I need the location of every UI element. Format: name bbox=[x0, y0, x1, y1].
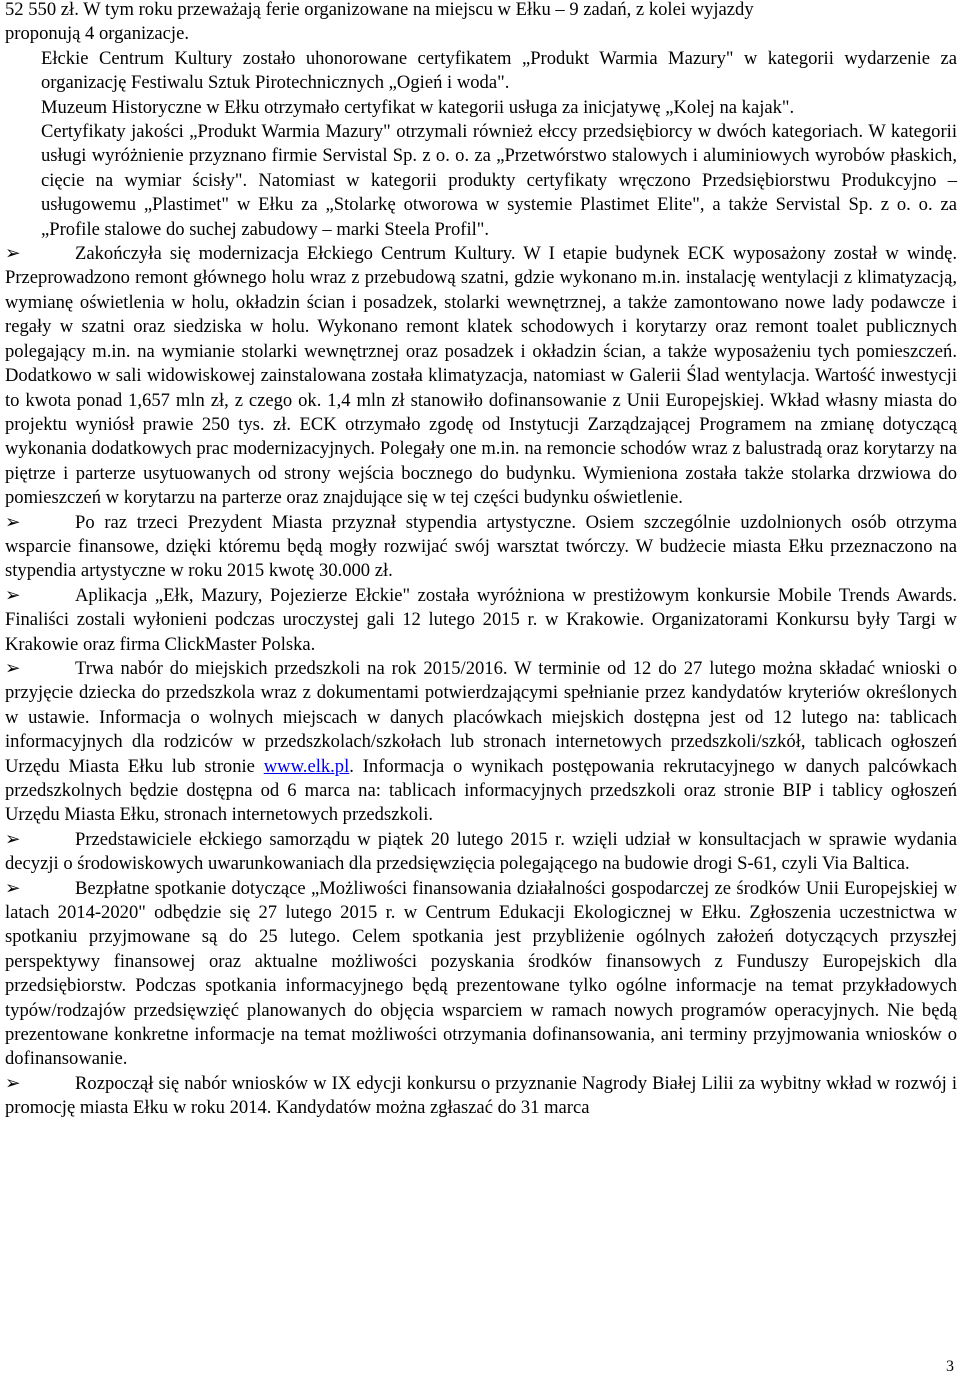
section-lead: Przedstawiciele ełckiego samorządu w piątek 20 lutego 2015 r. wzięli udział w konsultacjach bbox=[75, 828, 801, 850]
arrow-bullet-icon: ➢ bbox=[5, 657, 21, 679]
section-body: został w windę. Przeprowadzono remont głównego holu wraz z przebudową szatni, gdzie wykonano m.in. instalację wentylacji z klimatyzacją, wymianę oświetlenia w holu, okładzin ścian i posadzek, stolarki wewnętrznej, a także zamontowano nowe lady podawcze i regały w szatni oraz siedziska w holu. Wykonano remont klatek schodowych i korytarzy oraz remont toalet publicznych polegający m.in. na wymianie stolarki wewnętrznej oraz posadzek i okładzin ścian, a także wyposażeniu tych pomieszczeń. Dodatkowo w sali widowiskowej zainstalowana została klimatyzacja, natomiast w Galerii Ślad wentylacja. Wartość inwestycji to kwota ponad 1,657 mln zł, z czego ok. 1,4 mln zł stanowiło dofinansowanie z Unii Europejskiej. Wkład własny miasta do projektu wyniósł prawie 250 tys. zł. ECK otrzymało zgodę od Instytucji Zarządzającej Programem na zmianę dotyczącą wykonania dodatkowych prac modernizacyjnych. Polegały one m.in. na remoncie schodów wraz z balustradą oraz korytarzy na piętrze i parterze usytuowanych od strony wejścia bocznego do budynku. Wymieniona została także stolarka drzwiowa do pomieszczeń w korytarzu na parterze oraz znajdujące się w tej części budynku oświetlenie. bbox=[5, 243, 957, 509]
section-lead: Po raz trzeci Prezydent Miasta przyznał stypendia artystyczne. Osiem szczególnie uzdolnionych bbox=[75, 511, 842, 533]
arrow-bullet-icon bbox=[5, 120, 41, 144]
section-kindergarten bbox=[5, 657, 957, 828]
section-lead: Bezpłatne spotkanie dotyczące „Możliwości finansowania działalności gospodarczej ze środków bbox=[75, 877, 801, 899]
bullet-museum-certificate bbox=[5, 96, 957, 120]
elk-website-link[interactable]: www.elk.pl bbox=[263, 755, 350, 777]
arrow-bullet-icon: ➢ bbox=[5, 584, 21, 606]
arrow-bullet-icon bbox=[5, 96, 41, 120]
intro-line-2: proponują 4 organizacje. bbox=[5, 23, 189, 45]
arrow-bullet-icon: ➢ bbox=[5, 243, 21, 265]
section-body: składać wnioski o przyjęcie dziecka do przedszkola wraz z dokumentami potwierdzającymi spełnianie przez kandydatów kryteriów określonych w ustawie. Informacja o wolnych miejscach w danych placówkach miejskich dostępna jest od 12 lutego na: tablicach informacyjnych dla rodziców w przedszkolach/szkołach lub stronach internetowych przedszkoli/szkół, tablicach ogłoszeń Urzędu Miasta Ełku lub stronie bbox=[5, 657, 957, 777]
section-eu-meeting bbox=[5, 877, 957, 1072]
section-body: Trends Awards. Finaliści zostali wyłonieni podczas uroczystej gali 12 lutego 2015 r. w Krakowie. Organizatorami Konkursu były Targi w Krakowie oraz firma ClickMaster Polska. bbox=[5, 584, 958, 655]
bullet-text: Certyfikaty jakości „Produkt Warmia Mazury" otrzymali również ełccy przedsiębiorcy w dwóch kategoriach. W kategorii usługi wyróżnienie przyznano firmie Servistal Sp. z o. o. za „Przetwórstwo stalowych i aluminiowych wyrobów płaskich, cięcie na wymiar ścisły". Natomiast w kategorii produkty certyfikaty wręczono Przedsiębiorstwu Produkcyjno – usługowemu „Plastimet" w Ełku za „Stolarkę otworowa w systemie Plastimet Elite", a także Servistal Sp. z o. o. za „Profile stalowe do suchej zabudowy – marki Steela Profil". bbox=[41, 121, 957, 240]
section-app-award bbox=[5, 584, 957, 657]
intro-paragraph bbox=[5, 0, 957, 47]
arrow-bullet-icon: ➢ bbox=[5, 1072, 21, 1094]
page-number: 3 bbox=[946, 1358, 954, 1375]
bullet-text: Ełckie Centrum Kultury zostało uhonorowane certyfikatem „Produkt Warmia Mazury" w kategorii wydarzenie za organizację Festiwalu Sztuk Pirotechnicznych „Ogień i woda". bbox=[41, 47, 957, 94]
section-lead: Rozpoczął się nabór wniosków w IX edycji konkursu o przyznanie Nagrody Białej Lilii za bbox=[75, 1072, 756, 1094]
arrow-bullet-icon: ➢ bbox=[5, 828, 21, 850]
arrow-bullet-icon: ➢ bbox=[5, 511, 21, 533]
section-lead: Trwa nabór do miejskich przedszkoli na rok 2015/2016. W terminie od 12 do 27 lutego można bbox=[75, 657, 813, 679]
section-s61 bbox=[5, 828, 957, 877]
arrow-bullet-icon bbox=[5, 47, 41, 71]
section-eck-modernization bbox=[5, 242, 957, 510]
bullet-eck-certificate bbox=[5, 47, 957, 96]
document-page bbox=[5, 0, 957, 1121]
intro-line-1: 52 550 zł. W tym roku przeważają ferie organizowane na miejscu w Ełku – 9 zadań, z kolei wyjazdy bbox=[5, 0, 754, 20]
section-body: wybitny wkład w rozwój i promocję miasta Ełku w roku 2014. Kandydatów można zgłaszać do 31 marca bbox=[5, 1072, 957, 1119]
arrow-bullet-icon: ➢ bbox=[5, 877, 21, 899]
section-white-lily bbox=[5, 1072, 957, 1121]
section-lead: Aplikacja „Ełk, Mazury, Pojezierze Ełckie" została wyróżniona w prestiżowym konkursie Mobile bbox=[75, 584, 832, 606]
section-body-end: . Informacja o wynikach postępowania rekrutacyjnego w danych palcówkach przedszkolnych będzie dostępna od 6 marca na: tablicach informacyjnych przedszkoli oraz stronie BIP i tablicy ogłoszeń Urzędu Miasta Ełku, stronach internetowych przedszkoli. bbox=[5, 755, 957, 826]
section-body: osób otrzyma wsparcie finansowe, dzięki któremu będą mogły rozwijać swój warsztat twórczy. W budżecie miasta Ełku przeznaczono na stypendia artystyczne w roku 2015 kwotę 30.000 zł. bbox=[5, 511, 957, 582]
bullet-text: Muzeum Historyczne w Ełku otrzymało certyfikat w kategorii usługa za inicjatywę „Kolej na kajak". bbox=[41, 96, 795, 118]
section-body: w sprawie wydania decyzji o środowiskowych uwarunkowaniach dla przedsięwzięcia polegającego na budowie drogi S-61, czyli Via Baltica. bbox=[5, 828, 957, 875]
section-scholarships bbox=[5, 511, 957, 584]
bullet-business-certificates bbox=[5, 120, 957, 242]
section-body: Unii Europejskiej w latach 2014-2020" odbędzie się 27 lutego 2015 r. w Centrum Edukacji Ekologicznej w Ełku. Zgłoszenia uczestnictwa w spotkaniu przyjmowane są do 25 lutego. Celem spotkania jest przybliżenie ogólnych założeń dotyczących przyszłej perspektywy finansowej oraz aktualne możliwości pozyskania środków finansowych z Funduszy Europejskich dla przedsiębiorstw. Podczas spotkania informacyjnego będą prezentowane tylko ogólne informacje na temat przykładowych typów/rodzajów przedsięwzięć planowanych do objęcia wsparciem w ramach nowych programów operacyjnych. Nie będą prezentowane konkretne informacje na temat możliwości otrzymania dofinansowania, ani terminy przyjmowania wniosków o dofinansowanie. bbox=[5, 877, 957, 1070]
section-lead: Zakończyła się modernizacja Ełckiego Centrum Kultury. W I etapie budynek ECK wyposażony bbox=[75, 243, 826, 265]
